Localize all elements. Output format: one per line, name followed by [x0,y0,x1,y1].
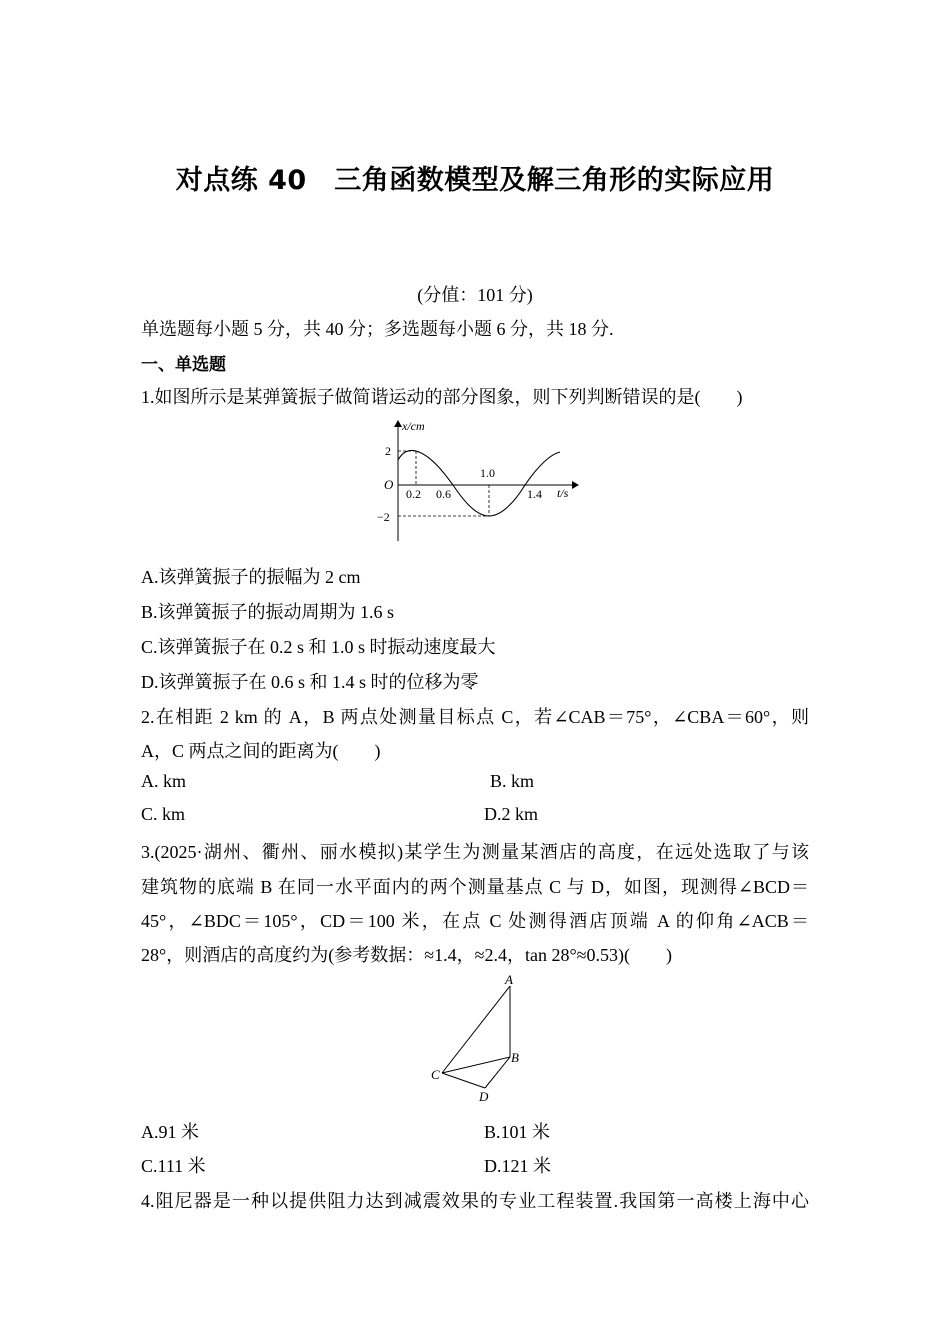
y-tick-min: −2 [377,510,390,524]
q3-option-b: B.101 米 [484,1122,551,1142]
q2-option-c: C. km [141,804,186,824]
instructions: 单选题每小题 5 分，共 40 分；多选题每小题 6 分，共 18 分. [141,319,614,339]
q1-stem: 1.如图所示是某弹簧振子做简谐运动的部分图象，则下列判断错误的是( ) [141,387,743,407]
edge-cd [442,1073,485,1088]
edge-ac [442,986,510,1073]
q1-sine-graph [350,415,590,545]
q2-line2: A，C 两点之间的距离为( ) [141,741,381,761]
q1-option-a: A.该弹簧振子的振幅为 2 cm [141,567,361,587]
section-heading: 一、单选题 [141,355,226,375]
q3-line1: 3.(2025·湖州、衢州、丽水模拟)某学生为测量某酒店的高度，在远处选取了与该 [141,842,809,862]
y-axis-label: x/cm [402,419,425,433]
x-tick-0.2: 0.2 [406,487,421,501]
q2-line1: 2.在相距 2 km 的 A，B 两点处测量目标点 C，若∠CAB＝75°，∠CBA＝60°，则 [141,707,809,727]
q3-option-d: D.121 米 [484,1156,551,1176]
label-d: D [479,1089,489,1104]
q3-line4: 28°，则酒店的高度约为(参考数据：≈1.4，≈2.4，tan 28°≈0.53)( ) [141,945,672,965]
origin-label: O [384,477,394,492]
q2-option-a: A. km [141,771,186,791]
x-tick-0.6: 0.6 [436,487,451,501]
q3-line3: 45°，∠BDC＝105°，CD＝100 米，在点 C 处测得酒店顶端 A 的仰角∠ACB＝ [141,911,809,931]
q2-option-b: B. km [490,771,535,791]
page-title: 对点练 40 三角函数模型及解三角形的实际应用 [175,165,775,196]
label-b: B [511,1050,519,1065]
sine-curve [398,450,560,516]
q3-option-c: C.111 米 [141,1156,206,1176]
q1-option-d: D.该弹簧振子在 0.6 s 和 1.4 s 时的位移为零 [141,672,479,692]
q3-option-a: A.91 米 [141,1122,199,1142]
y-tick-max: 2 [385,444,391,458]
q4-line1: 4.阻尼器是一种以提供阻力达到减震效果的专业工程装置.我国第一高楼上海中心 [141,1191,809,1211]
x-axis-label: t/s [557,486,569,500]
label-a: A [505,972,513,987]
q1-option-c: C.该弹簧振子在 0.2 s 和 1.0 s 时振动速度最大 [141,637,496,657]
label-c: C [431,1067,440,1082]
x-tick-1.0: 1.0 [480,466,495,480]
q2-option-d: D.2 km [484,804,538,824]
q3-geometry-figure [425,970,535,1110]
q1-option-b: B.该弹簧振子的振动周期为 1.6 s [141,602,395,622]
score-note: (分值：101 分) [417,285,533,305]
q3-line2: 建筑物的底端 B 在同一水平面内的两个测量基点 C 与 D，如图，现测得∠BCD＝ [141,877,809,897]
x-tick-1.4: 1.4 [527,487,542,501]
